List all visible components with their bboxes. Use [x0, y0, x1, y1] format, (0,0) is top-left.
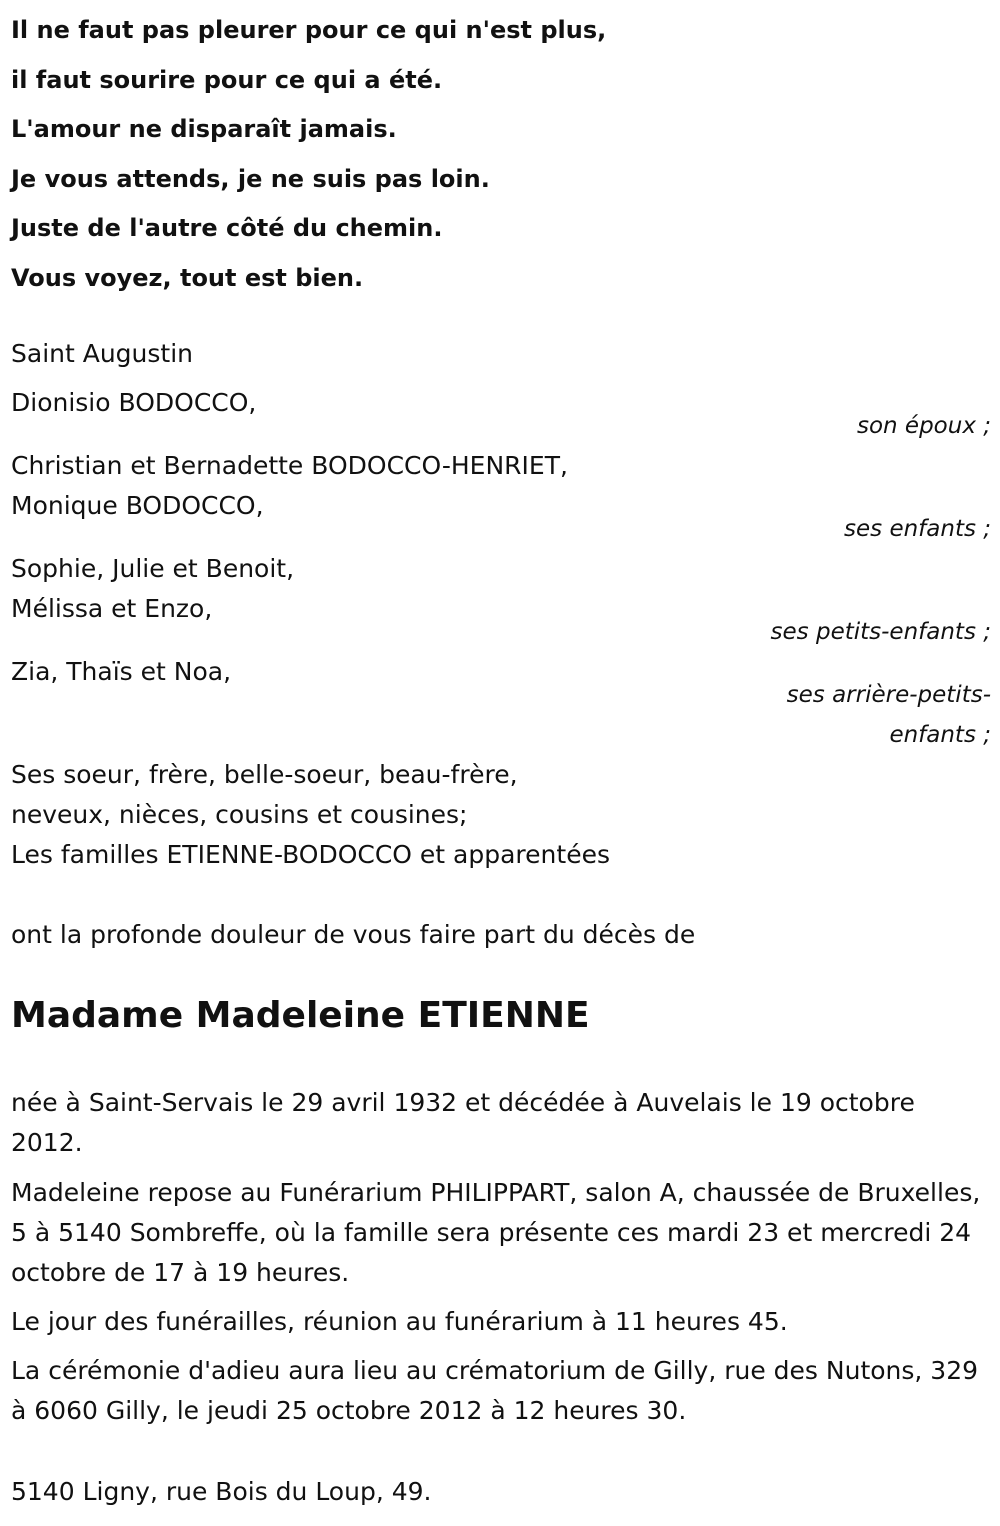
- grandchildren-line-2: Mélissa et Enzo,: [11, 594, 213, 623]
- poem-line: Il ne faut pas pleurer pour ce qui n'est plus,: [11, 16, 607, 44]
- deceased-name: Madame Madeleine ETIENNE: [11, 995, 590, 1036]
- home-address: 5140 Ligny, rue Bois du Loup, 49.: [11, 1477, 432, 1506]
- poem-line: Vous voyez, tout est bien.: [11, 263, 364, 292]
- other-relatives-line-1: Ses soeur, frère, belle-soeur, beau-frère,: [11, 760, 518, 789]
- children-relation: ses enfants ;: [844, 516, 991, 542]
- announcement: ont la profonde douleur de vous faire part du décès de: [11, 920, 696, 949]
- spouse-name: Dionisio BODOCCO,: [11, 388, 257, 417]
- ceremony-info: La cérémonie d'adieu aura lieu au crématorium de Gilly, rue des Nutons, 329 à 6060 Gilly, le jeudi 25 octobre 2012 à 12 heures 30.: [11, 1356, 979, 1425]
- reposing-info: Madeleine repose au Funérarium PHILIPPART, salon A, chaussée de Bruxelles, 5 à 5140 Sombreffe, où la famille sera présente ces mardi 23 et mercredi 24 octobre de 17 à 19 heures.: [11, 1178, 981, 1287]
- great-grandchildren-relation-2: enfants ;: [889, 722, 991, 748]
- birth-death-info: née à Saint-Servais le 29 avril 1932 et décédée à Auvelais le 19 octobre 2012.: [11, 1088, 915, 1157]
- children-line-2: Monique BODOCCO,: [11, 491, 264, 520]
- grandchildren-relation: ses petits-enfants ;: [770, 619, 991, 645]
- grandchildren-line-1: Sophie, Julie et Benoit,: [11, 554, 295, 583]
- other-relatives-line-3: Les familles ETIENNE-BODOCCO et apparentées: [11, 840, 610, 869]
- poem-line: L'amour ne disparaît jamais.: [11, 115, 397, 143]
- great-grandchildren-relation-1: ses arrière-petits-: [786, 682, 991, 708]
- poem-line: Juste de l'autre côté du chemin.: [11, 214, 443, 242]
- funeral-day-info: Le jour des funérailles, réunion au funérarium à 11 heures 45.: [11, 1307, 788, 1336]
- poem: [11, 6, 606, 303]
- children-line-1: Christian et Bernadette BODOCCO-HENRIET,: [11, 451, 568, 480]
- poem-attribution: Saint Augustin: [11, 339, 194, 368]
- other-relatives-line-2: neveux, nièces, cousins et cousines;: [11, 800, 468, 829]
- spouse-relation: son époux ;: [856, 413, 991, 439]
- poem-line: Je vous attends, je ne suis pas loin.: [11, 164, 490, 193]
- poem-line: il faut sourire pour ce qui a été.: [11, 65, 443, 94]
- great-grandchildren: Zia, Thaïs et Noa,: [11, 657, 232, 686]
